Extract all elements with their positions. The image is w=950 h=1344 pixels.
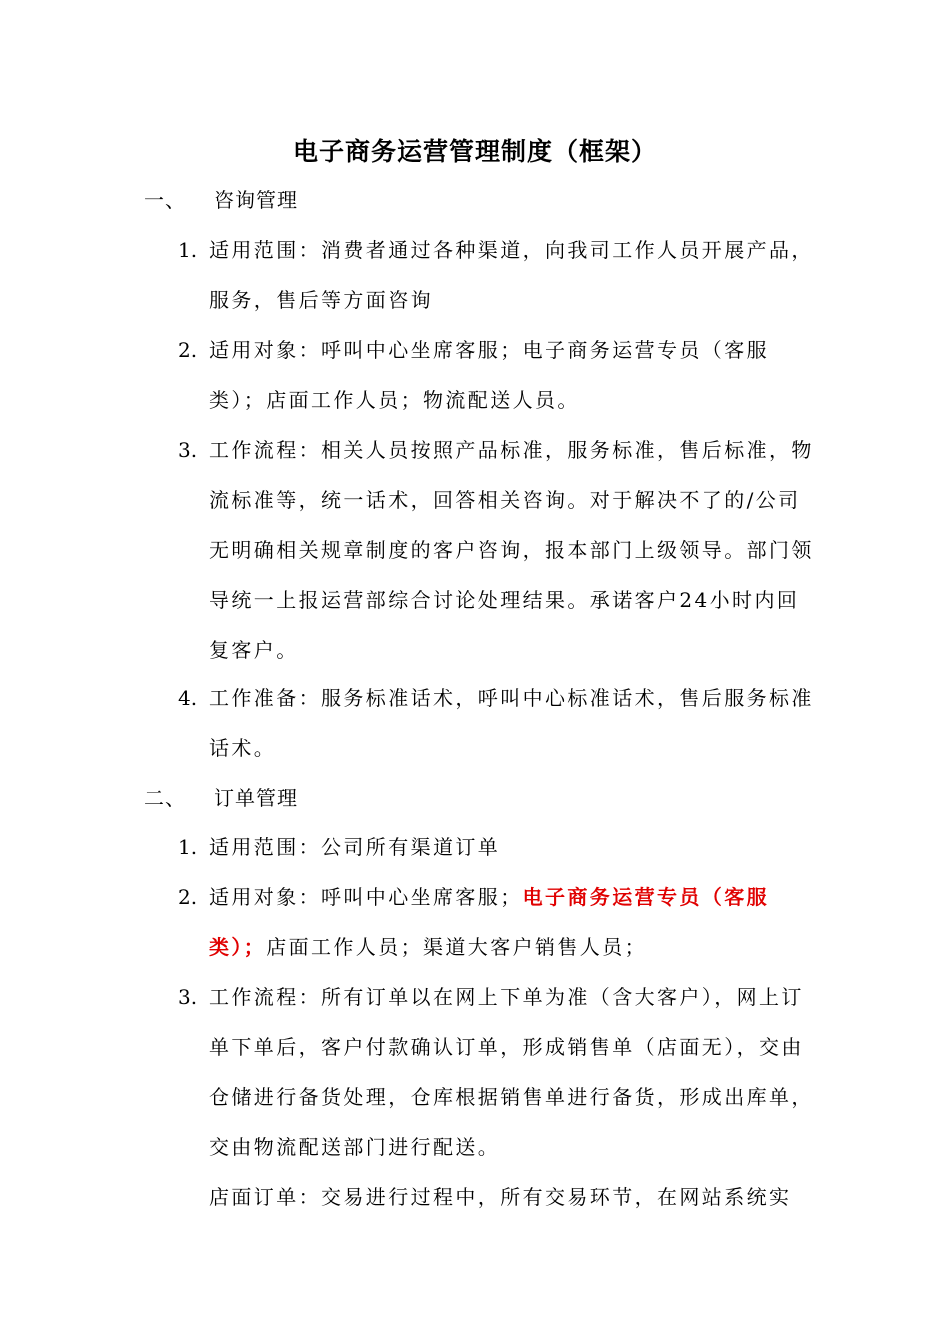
list-item xyxy=(178,673,818,773)
item-text-part: 店面工作人员；渠道大客户销售人员； xyxy=(266,935,648,959)
item-text: 适用范围：消费者通过各种渠道，向我司工作人员开展产品，服务，售后等方面咨询 xyxy=(209,238,814,312)
item-number: 2. xyxy=(178,338,198,362)
list-item xyxy=(178,325,818,425)
list-item xyxy=(178,225,818,325)
item-text: 适用范围：公司所有渠道订单 xyxy=(209,835,501,859)
item-number: 1. xyxy=(178,238,198,262)
item-text: 工作准备：服务标准话术，呼叫中心标准话术，售后服务标准话术。 xyxy=(209,686,814,760)
item-number: 3. xyxy=(178,985,198,1009)
item-text: 工作流程：所有订单以在网上下单为准（含大客户），网上订单下单后，客户付款确认订单，形成销售单（店面无），交由仓储进行备货处理，仓库根据销售单进行备货，形成出库单，交由物流配送部门进行配送。 xyxy=(209,985,814,1159)
list-item xyxy=(178,425,818,675)
document-title: 电子商务运营管理制度（框架） xyxy=(292,137,657,166)
section-number: 二、 xyxy=(144,786,186,810)
item-text-part: 适用对象：呼叫中心坐席客服； xyxy=(209,885,523,909)
list-item xyxy=(178,872,818,972)
list-item xyxy=(178,972,818,1172)
item-text: 适用对象：呼叫中心坐席客服；电子商务运营专员（客服类）；店面工作人员；物流配送人员。 xyxy=(209,338,769,412)
paragraph: 店面订单：交易进行过程中，所有交易环节，在网站系统实 xyxy=(209,1185,792,1209)
section-title: 咨询管理 xyxy=(214,188,298,212)
section-number: 一、 xyxy=(144,188,186,212)
item-number: 2. xyxy=(178,885,198,909)
section-title: 订单管理 xyxy=(214,786,298,810)
section-heading-1 xyxy=(144,185,298,215)
item-text: 工作流程：相关人员按照产品标准，服务标准，售后标准，物流标准等，统一话术，回答相关咨询。对于解决不了的/公司无明确相关规章制度的客户咨询，报本部门上级领导。部门领导统一上报运营部综合讨论处理结果。承诺客户24小时内回复客户。 xyxy=(209,438,814,662)
item-number: 3. xyxy=(178,438,198,462)
item-number: 1. xyxy=(178,835,198,859)
item-text xyxy=(209,872,814,972)
list-item xyxy=(178,822,818,872)
section-heading-2 xyxy=(144,783,298,813)
highlighted-text: 电子商务运营专员（客服类）； xyxy=(209,885,770,959)
item-number: 4. xyxy=(178,686,198,710)
